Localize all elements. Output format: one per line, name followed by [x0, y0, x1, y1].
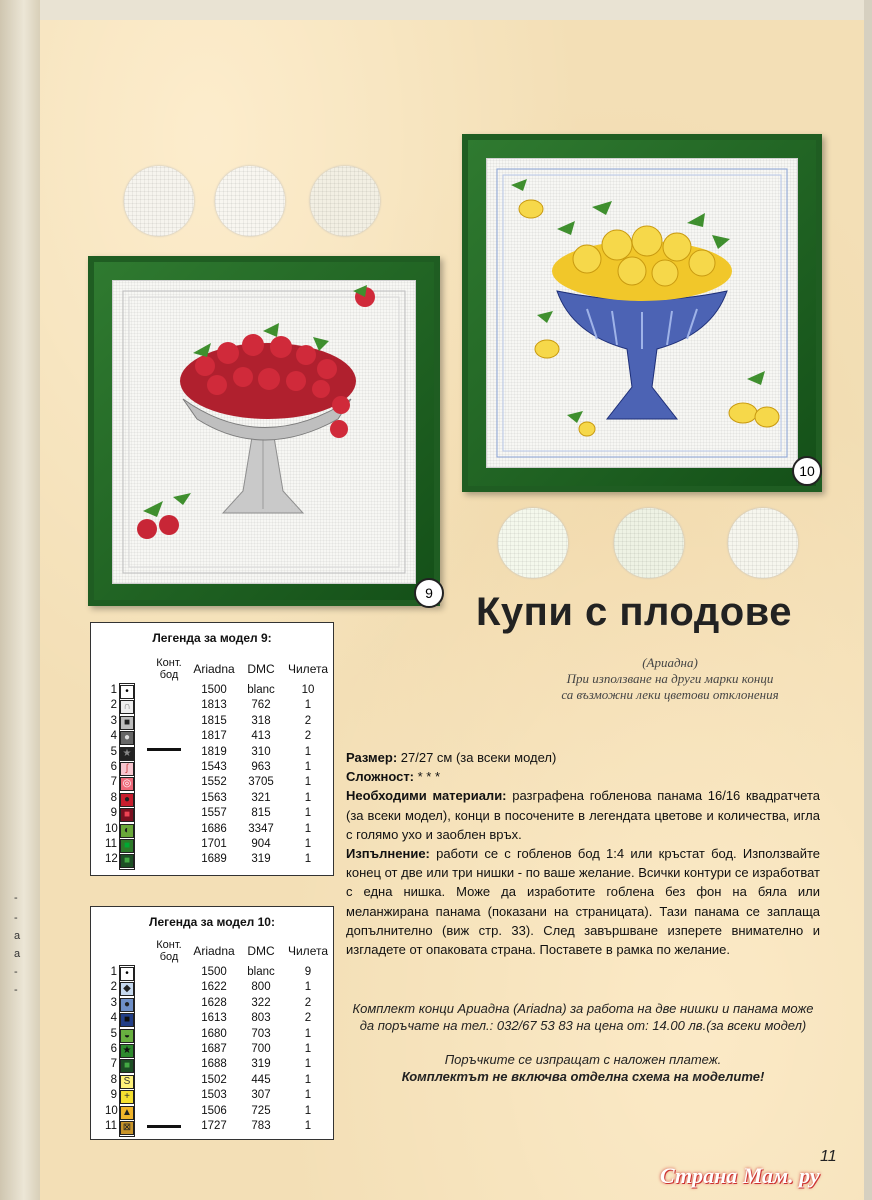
symbol-icon: +	[120, 1090, 134, 1104]
skein-count: 1	[304, 1089, 312, 1102]
legend-row	[91, 1043, 331, 1058]
row-number: 2	[110, 981, 117, 994]
skein-count: 2	[304, 996, 312, 1009]
legend-col-ariadna: Ariadna	[193, 662, 235, 676]
symbol-icon: ⊠	[120, 1121, 134, 1135]
symbol-icon: ■	[120, 716, 134, 730]
materials-line	[346, 786, 820, 844]
dmc-code: 700	[251, 1043, 271, 1055]
skein-count: 2	[304, 714, 312, 727]
symbol-icon: ■	[120, 839, 134, 853]
symbol-icon: ■	[120, 1013, 134, 1027]
legend-row	[91, 981, 331, 996]
ariadna-code: 1500	[201, 966, 227, 978]
dmc-code: 307	[251, 1089, 271, 1102]
execution-value: работи се с гобленов бод 1:4 или кръстат бод. Използвайте конец от две или три нишки - по ваше желание. Всички контури се изработват с една нишка. Може да изработите гоблена без фон на бяла или меланжирана панама (показани на страницата). Тази панама се заплаща допълнително (виж стр. 33). След завършване изперете внимателно и изгладете от опаковата страна. Поставете в рамка по желание.	[346, 846, 820, 958]
legend-row	[91, 746, 331, 761]
strawberry-embroidery	[112, 280, 416, 584]
symbol-icon: ■	[120, 854, 134, 868]
skein-count: 1	[304, 1120, 312, 1132]
subtitle-line: (Ариадна)	[642, 655, 698, 670]
skein-count: 2	[304, 730, 312, 743]
legend-col-contour: Конт. бод	[156, 939, 182, 963]
dmc-code: 725	[251, 1104, 271, 1117]
execution-line	[346, 844, 820, 959]
dmc-code: 310	[251, 745, 271, 758]
symbol-icon: ◎	[120, 777, 134, 791]
canvas-swatch	[728, 508, 798, 578]
difficulty-value: * * *	[414, 769, 441, 785]
symbol-icon: ●	[120, 793, 134, 807]
dmc-code: 319	[251, 853, 271, 866]
page-title: Купи с плодове	[476, 590, 792, 634]
side-fragment: -	[14, 912, 18, 924]
symbol-icon: ■	[120, 808, 134, 822]
skein-count: 1	[304, 1058, 312, 1071]
dmc-code: 322	[251, 996, 271, 1009]
side-fragment: а	[14, 948, 21, 960]
legend-row	[91, 730, 331, 745]
legend-heading: Легенда за модел 9:	[152, 631, 272, 645]
materials-label: Необходими материали:	[346, 788, 507, 804]
model-9-picture	[88, 256, 440, 606]
symbol-icon: ◆	[120, 982, 134, 996]
dmc-code: 762	[251, 699, 271, 712]
legend-row	[91, 838, 331, 853]
legend-col-skeins: Чилета	[287, 944, 328, 958]
ariadna-code: 1552	[201, 776, 227, 789]
row-number: 10	[105, 822, 118, 835]
ariadna-code: 1701	[201, 838, 227, 850]
legend-row	[91, 1012, 331, 1027]
size-value: 27/27 см (за всеки модел)	[397, 750, 557, 765]
symbol-icon: ■	[120, 1059, 134, 1073]
row-number: 5	[110, 1027, 117, 1040]
skein-count: 1	[304, 1104, 312, 1117]
instructions	[346, 748, 820, 959]
row-number: 7	[110, 776, 117, 789]
skein-count: 1	[304, 981, 312, 994]
legend-row	[91, 776, 331, 791]
canvas-swatch	[124, 166, 194, 236]
dmc-code: 318	[251, 714, 271, 727]
dmc-code: 321	[251, 791, 271, 804]
ariadna-code: 1815	[201, 714, 227, 727]
legend-row	[91, 699, 331, 714]
legend-col-contour: Конт. бод	[156, 657, 182, 681]
subtitle-line: При използване на други марки конци	[566, 671, 774, 686]
legend-row	[91, 966, 331, 981]
symbol-icon: •	[120, 967, 134, 981]
ariadna-code: 1502	[201, 1073, 227, 1086]
row-number: 11	[105, 838, 117, 850]
symbol-icon: ●	[120, 998, 134, 1012]
ariadna-code: 1613	[201, 1012, 227, 1025]
canvas-swatch	[215, 166, 285, 236]
dmc-code: 963	[251, 761, 271, 773]
symbol-icon: ★	[120, 747, 134, 761]
legend-row	[91, 792, 331, 807]
skein-count: 1	[304, 761, 312, 773]
legend-row	[91, 715, 331, 730]
ariadna-code: 1686	[201, 822, 227, 835]
side-fragment: -	[14, 892, 18, 904]
difficulty-label: Сложност:	[346, 769, 415, 785]
ariadna-code: 1628	[201, 996, 227, 1009]
ariadna-code: 1557	[201, 807, 227, 820]
legend-col-ariadna: Ariadna	[193, 944, 235, 958]
page-number: 11	[820, 1148, 837, 1165]
lemon-embroidery	[486, 158, 798, 468]
dmc-code: 803	[251, 1012, 271, 1025]
legend-row	[91, 684, 331, 699]
row-number: 8	[110, 791, 117, 804]
ariadna-code: 1687	[201, 1043, 227, 1055]
row-number: 4	[110, 730, 117, 743]
row-number: 5	[110, 745, 117, 758]
side-fragment: -	[14, 984, 18, 996]
page-edge	[864, 0, 872, 1200]
row-number: 6	[110, 1043, 117, 1055]
symbol-icon: S	[120, 1075, 134, 1089]
legend-row	[91, 823, 331, 838]
no-chart-note: Комплектът не включва отделна схема на моделите!	[401, 1069, 765, 1084]
canvas-swatch	[310, 166, 380, 236]
ariadna-code: 1500	[201, 684, 227, 696]
legend-row	[91, 997, 331, 1012]
ariadna-code: 1819	[201, 745, 227, 758]
ariadna-code: 1689	[201, 853, 227, 866]
row-number: 2	[110, 699, 117, 712]
symbol-icon: ◐	[120, 824, 134, 838]
symbol-icon: ●	[120, 731, 134, 745]
dmc-code: 319	[251, 1058, 271, 1071]
row-number: 4	[110, 1012, 117, 1025]
symbol-icon: ◒	[120, 1029, 134, 1043]
dmc-code: 904	[251, 838, 271, 850]
skein-count: 1	[304, 807, 312, 820]
symbol-icon: ∩	[120, 700, 134, 714]
dmc-code: 703	[251, 1027, 271, 1040]
row-number: 7	[110, 1058, 117, 1071]
skein-count: 1	[304, 745, 312, 758]
dmc-code: 800	[251, 981, 271, 994]
skein-count: 2	[304, 1012, 312, 1025]
skein-count: 9	[304, 966, 312, 978]
dmc-code: 413	[251, 730, 271, 743]
symbol-icon: •	[120, 685, 134, 699]
model-number-badge: 9	[414, 578, 444, 608]
legend-row	[91, 1120, 331, 1135]
dmc-code: 3347	[248, 822, 274, 835]
ariadna-code: 1622	[201, 981, 227, 994]
skein-count: 1	[304, 791, 312, 804]
size-line	[346, 748, 820, 767]
row-number: 1	[110, 966, 117, 978]
canvas-swatch	[614, 508, 684, 578]
ariadna-code: 1813	[201, 699, 227, 712]
skein-count: 1	[304, 822, 312, 835]
legend-row	[91, 807, 331, 822]
dmc-code: 815	[251, 807, 271, 820]
dmc-code: blanc	[247, 684, 275, 696]
legend-model-10	[90, 906, 334, 1140]
ariadna-code: 1543	[201, 761, 227, 773]
skein-count: 1	[304, 699, 312, 712]
legend-heading: Легенда за модел 10:	[149, 915, 275, 929]
skein-count: 1	[304, 776, 312, 789]
legend-model-9	[90, 622, 334, 876]
row-number: 6	[110, 761, 117, 773]
row-number: 8	[110, 1073, 117, 1086]
legend-row	[91, 853, 331, 868]
ariadna-code: 1817	[201, 730, 227, 743]
ariadna-code: 1563	[201, 791, 227, 804]
dmc-code: 3705	[248, 776, 274, 789]
skein-count: 1	[304, 853, 312, 866]
model-10-picture	[462, 134, 822, 492]
row-number: 1	[110, 684, 117, 696]
materials-value: разграфена гобленова панама 16/16 квадратчета (за всеки модел), конци в посочените в легендата цветове и количества, игла с голямо ухо и заоблен връх.	[346, 788, 820, 842]
ariadna-code: 1503	[201, 1089, 227, 1102]
difficulty-line	[346, 767, 820, 786]
subtitle	[470, 655, 870, 703]
row-number: 10	[105, 1104, 118, 1117]
side-fragment: -	[14, 966, 18, 978]
legend-col-dmc: DMC	[247, 944, 275, 958]
skein-count: 1	[304, 838, 312, 850]
row-number: 3	[110, 714, 117, 727]
dmc-code: 783	[251, 1120, 271, 1132]
ariadna-code: 1688	[201, 1058, 227, 1071]
legend-col-skeins: Чилета	[287, 662, 328, 676]
legend-row	[91, 1105, 331, 1120]
skein-count: 1	[304, 1027, 312, 1040]
symbol-icon: ★	[120, 1044, 134, 1058]
legend-row	[91, 761, 331, 776]
row-number: 3	[110, 996, 117, 1009]
row-number: 11	[105, 1120, 117, 1132]
skein-count: 1	[304, 1043, 312, 1055]
legend-row	[91, 1028, 331, 1043]
site-watermark: Страна Мам. ру	[660, 1163, 820, 1188]
skein-count: 1	[304, 1073, 312, 1086]
legend-row	[91, 1089, 331, 1104]
size-label: Размер:	[346, 750, 398, 765]
lemon-bowl-image	[487, 159, 797, 467]
legend-row	[91, 1058, 331, 1073]
execution-label: Изпълнение:	[346, 846, 430, 862]
shipping-text: Поръчките се изпращат с наложен платеж.	[444, 1052, 722, 1067]
legend-col-dmc: DMC	[247, 662, 275, 676]
row-number: 9	[110, 807, 117, 820]
model-number-badge: 10	[792, 456, 822, 486]
strawberry-bowl-image	[113, 281, 415, 583]
canvas-swatch	[498, 508, 568, 578]
ariadna-code: 1727	[201, 1120, 227, 1132]
order-info: Комплект конци Ариадна (Ariadna) за работа на две нишки и панама може да поръчате на тел.: 032/67 53 83 на цена от: 14.00 лв.(за всеки модел)	[352, 1001, 814, 1033]
symbol-icon: ∫	[120, 762, 134, 776]
row-number: 12	[105, 853, 118, 866]
side-fragment: а	[14, 930, 21, 942]
legend-row	[91, 1074, 331, 1089]
row-number: 9	[110, 1089, 117, 1102]
skein-count: 10	[301, 684, 315, 696]
symbol-icon: ▲	[120, 1106, 134, 1120]
binding-strip	[0, 0, 40, 1200]
subtitle-line: са възможни леки цветови отклонения	[561, 687, 779, 702]
ariadna-code: 1506	[201, 1104, 227, 1117]
ariadna-code: 1680	[201, 1027, 227, 1040]
dmc-code: blanc	[247, 966, 275, 978]
shipping-note	[346, 1051, 820, 1085]
dmc-code: 445	[251, 1073, 271, 1086]
